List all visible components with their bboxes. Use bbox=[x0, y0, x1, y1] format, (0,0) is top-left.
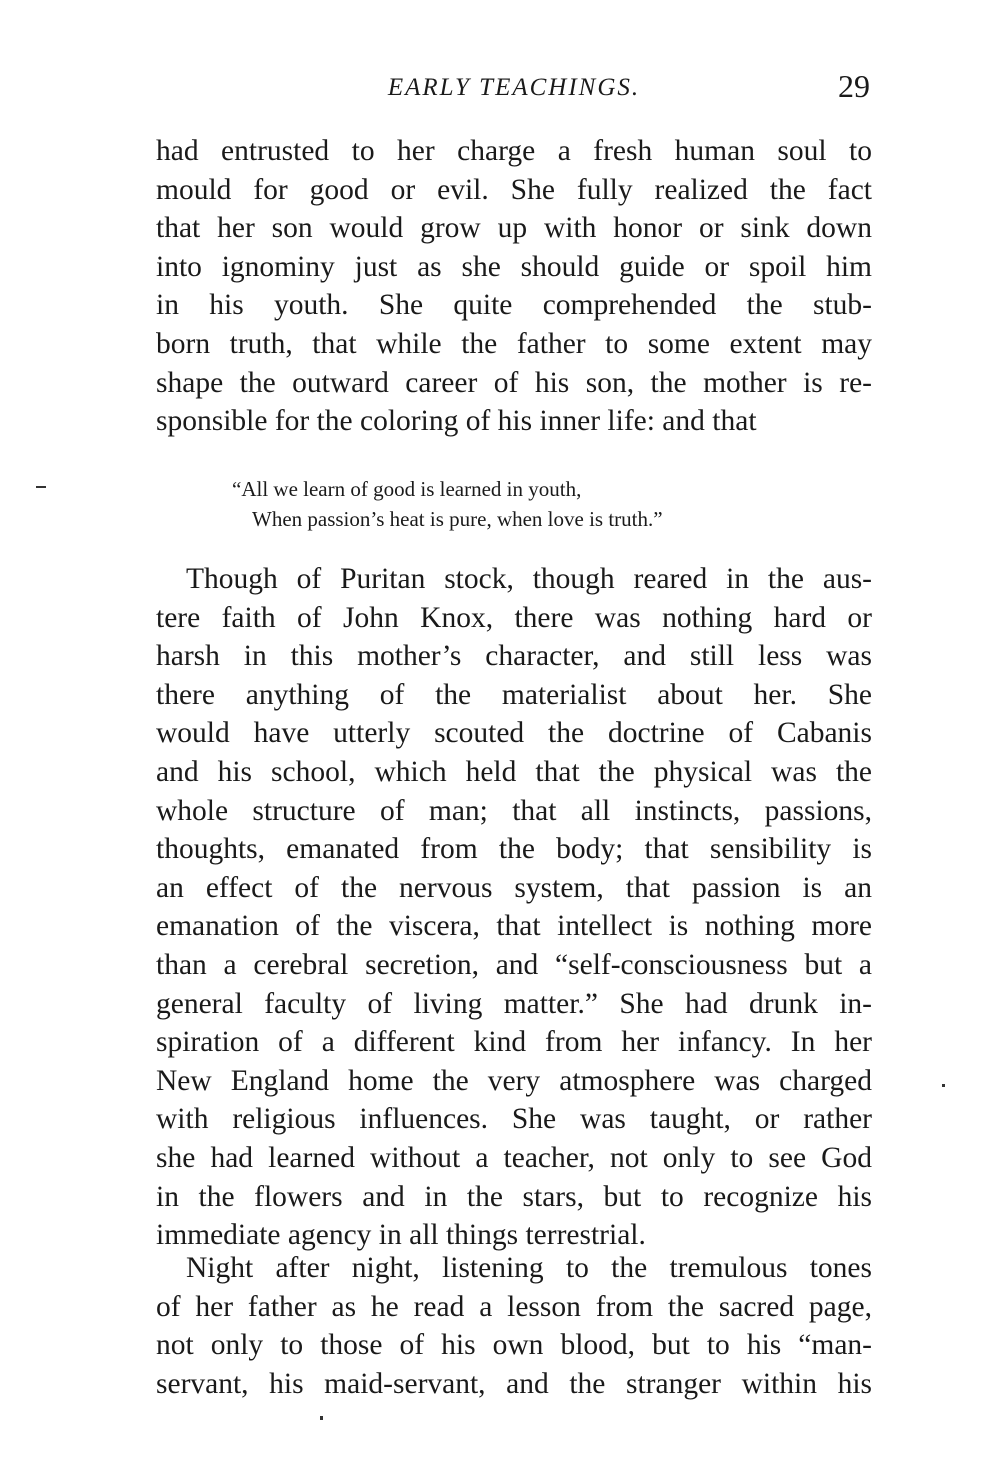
text-line: tere faith of John Knox, there was nothing hard or bbox=[156, 601, 872, 634]
text-line: into ignominy just as she should guide or spoil him bbox=[156, 250, 872, 283]
text-line: and his school, which held that the physical was the bbox=[156, 755, 872, 788]
text-line: immediate agency in all things terrestrial. bbox=[156, 1219, 646, 1252]
text-line: thoughts, emanated from the body; that sensibility is bbox=[156, 833, 872, 866]
text-line: born truth, that while the father to some extent may bbox=[156, 327, 872, 360]
print-speck bbox=[942, 1084, 945, 1087]
text-line: of her father as he read a lesson from the sacred page, bbox=[156, 1290, 872, 1323]
text-line: Night after night, listening to the tremulous tones bbox=[186, 1252, 872, 1284]
text-line: she had learned without a teacher, not only to see God bbox=[156, 1141, 872, 1174]
text-line: in the flowers and in the stars, but to recognize his bbox=[156, 1180, 872, 1213]
text-line: mould for good or evil. She fully realized the fact bbox=[156, 173, 872, 206]
text-line: servant, his maid-servant, and the stranger within his bbox=[156, 1367, 872, 1400]
paragraph-continued bbox=[156, 132, 872, 441]
text-line: than a cerebral secretion, and “self-consciousness but a bbox=[156, 948, 872, 981]
text-line: New England home the very atmosphere was charged bbox=[156, 1064, 872, 1097]
text-line: with religious influences. She was taught, or rather bbox=[156, 1103, 872, 1136]
text-line: in his youth. She quite comprehended the stub- bbox=[156, 289, 872, 322]
text-line: Though of Puritan stock, though reared in the aus- bbox=[186, 563, 872, 595]
running-title: EARLY TEACHINGS. bbox=[387, 74, 641, 101]
print-speck bbox=[36, 486, 46, 488]
running-head bbox=[156, 68, 872, 112]
quote-line: When passion’s heat is pure, when love is truth.” bbox=[252, 507, 663, 531]
text-line: would have utterly scouted the doctrine of Cabanis bbox=[156, 717, 872, 750]
text-line: spiration of a different kind from her infancy. In her bbox=[156, 1026, 872, 1059]
text-line: whole structure of man; that all instincts, passions, bbox=[156, 794, 872, 827]
print-speck bbox=[320, 1416, 323, 1420]
text-line: harsh in this mother’s character, and still less was bbox=[156, 640, 872, 673]
verse-quotation bbox=[232, 474, 832, 534]
paragraph-puritan-stock bbox=[156, 560, 872, 1255]
text-line: not only to those of his own blood, but to his “man- bbox=[156, 1329, 872, 1362]
text-line: shape the outward career of his son, the mother is re- bbox=[156, 366, 872, 399]
text-line: sponsible for the coloring of his inner life: and that bbox=[156, 405, 757, 438]
text-line: there anything of the materialist about her. She bbox=[156, 678, 872, 711]
page-number: 29 bbox=[838, 68, 870, 104]
text-line: an effect of the nervous system, that passion is an bbox=[156, 871, 872, 904]
text-line: had entrusted to her charge a fresh human soul to bbox=[156, 135, 872, 167]
quote-line: “All we learn of good is learned in youth, bbox=[232, 477, 582, 501]
text-line: emanation of the viscera, that intellect is nothing more bbox=[156, 910, 872, 943]
text-line: general faculty of living matter.” She had drunk in- bbox=[156, 987, 872, 1020]
paragraph-night-after-night bbox=[156, 1249, 872, 1403]
text-line: that her son would grow up with honor or sink down bbox=[156, 212, 872, 245]
